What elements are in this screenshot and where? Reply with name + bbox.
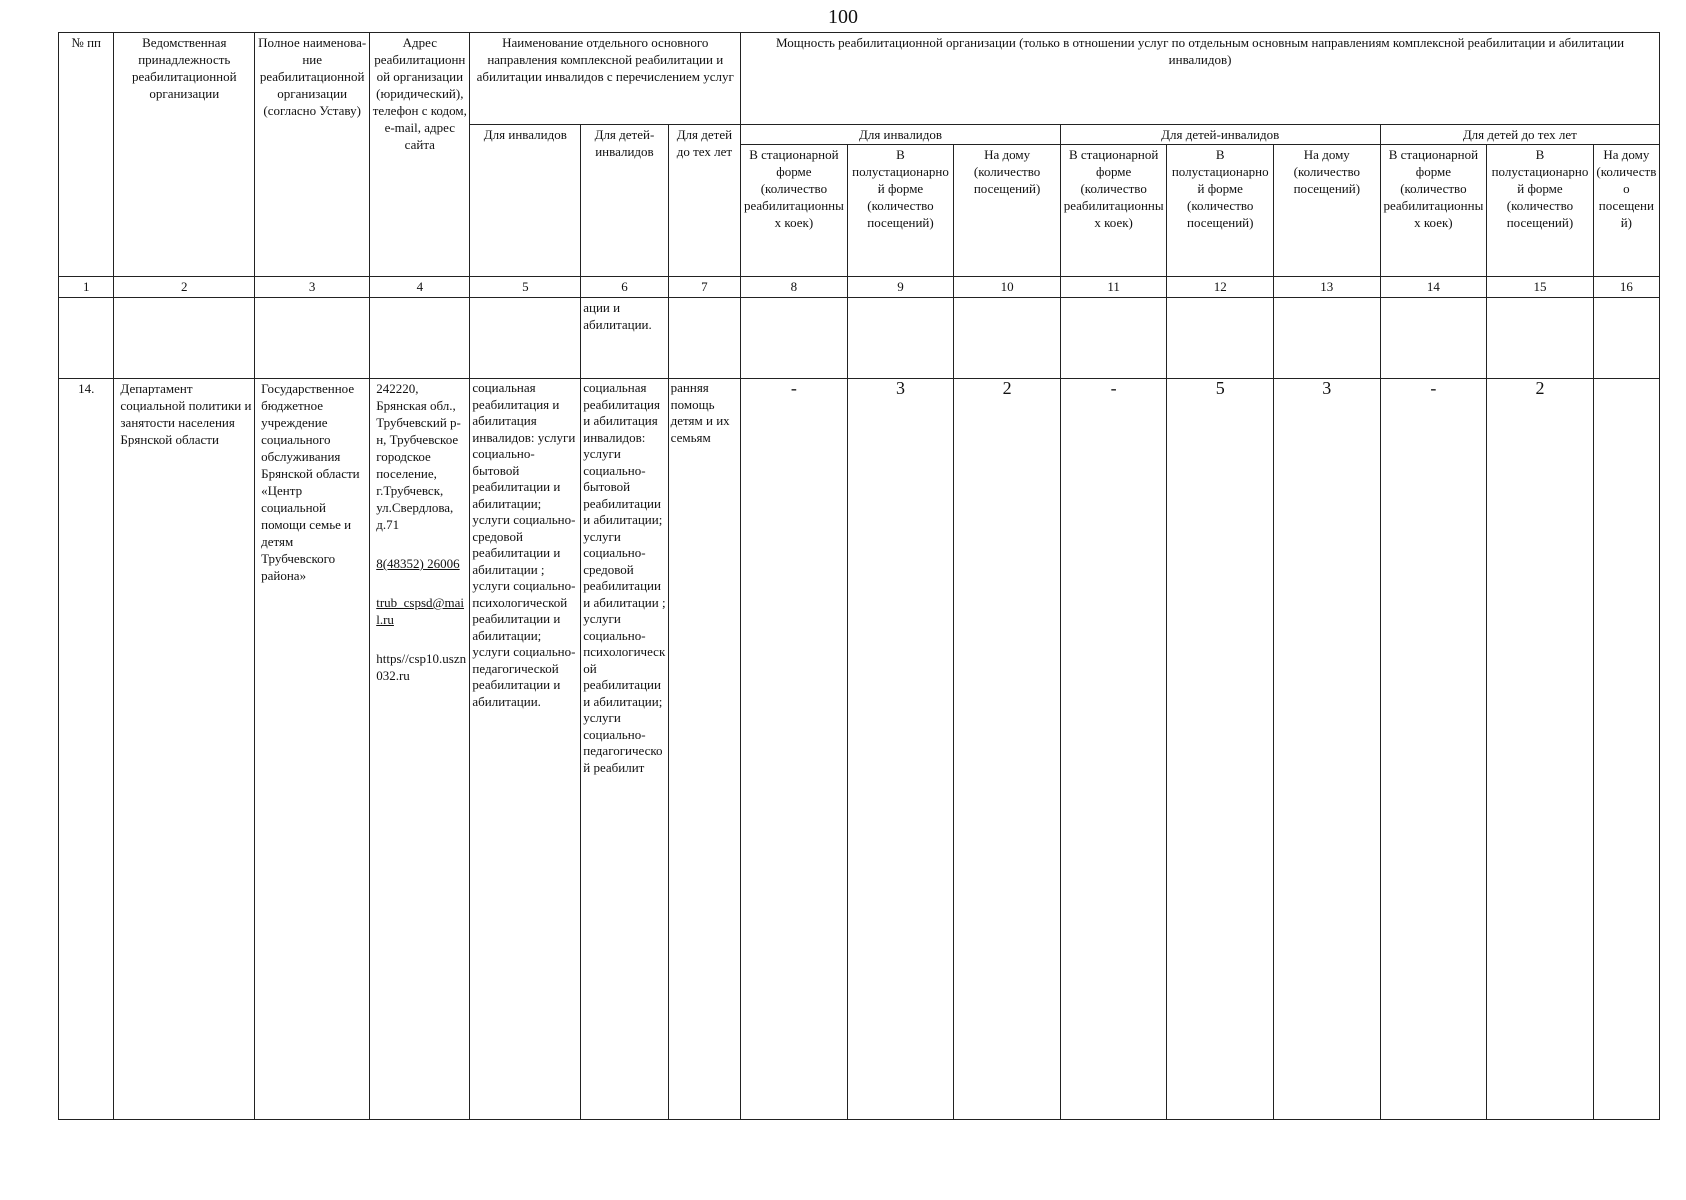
column-number: 1 bbox=[59, 277, 114, 298]
column-number: 10 bbox=[954, 277, 1061, 298]
header-col-org-name: Полное наименова-ние реабилитационной организации (согласно Уставу) bbox=[255, 33, 370, 277]
services-children-disabled-cell: социальная реабилитация и абилитация инвалидов: услуги социально-бытовой реабилитации и абилитации; услуги социально-средовой реабилитации и абилитации ; услуги социально-психологической реабилитации и абилитации; услуги социально-педагогической реабилит bbox=[581, 379, 668, 1120]
header-c16-at-home: На дому (количество посещений) bbox=[1593, 145, 1659, 277]
header-col5-disabled: Для инвалидов bbox=[470, 125, 581, 277]
column-number: 6 bbox=[581, 277, 668, 298]
column-number: 5 bbox=[470, 277, 581, 298]
page-number: 100 bbox=[828, 6, 858, 28]
header-col-number: № пп bbox=[59, 33, 114, 277]
column-number: 3 bbox=[255, 277, 370, 298]
email-link[interactable]: trub_cspsd@mail.ru bbox=[376, 595, 465, 627]
website-link[interactable]: https//csp10.uszn032.ru bbox=[376, 651, 467, 683]
column-number: 9 bbox=[847, 277, 954, 298]
column-number: 15 bbox=[1487, 277, 1594, 298]
table-row-14 bbox=[59, 379, 1660, 1120]
column-number: 16 bbox=[1593, 277, 1659, 298]
column-number: 11 bbox=[1060, 277, 1167, 298]
header-row-1 bbox=[59, 33, 1660, 125]
column-number: 13 bbox=[1274, 277, 1381, 298]
address-cell bbox=[370, 379, 470, 1120]
org-name-cell: Государственное бюджетное учреждение социального обслуживания Брянской области «Центр социальной помощи семье и детям Трубчевского района» bbox=[255, 379, 370, 1120]
header-sub-disabled: Для инвалидов bbox=[741, 125, 1061, 145]
header-col6-children-disabled: Для детей-инвалидов bbox=[581, 125, 668, 277]
value-c14: - bbox=[1380, 379, 1487, 1120]
continuation-row bbox=[59, 298, 1660, 379]
services-disabled-cell: социальная реабилитация и абилитация инвалидов: услуги социально-бытовой реабилитации и абилитации; услуги социально-средовой реабилитации и абилитации ; услуги социально-психологической реабилитации и абилитации; услуги социально-педагогической реабилитации и абилитации. bbox=[470, 379, 581, 1120]
header-col-department: Ведомственная принадлежность реабилитационной организации bbox=[114, 33, 255, 277]
value-c9: 3 bbox=[847, 379, 954, 1120]
department-cell: Департамент социальной политики и занятости населения Брянской области bbox=[114, 379, 255, 1120]
header-group-capacity: Мощность реабилитационной организации (только в отношении услуг по отдельным основным направлениям комплексной реабилитации и абилитации инвалидов) bbox=[741, 33, 1660, 125]
header-c12-semi-stationary: В полустационарной форме (количество посещений) bbox=[1167, 145, 1274, 277]
header-c14-stationary: В стационарной форме (количество реабилитационных коек) bbox=[1380, 145, 1487, 277]
row-number: 14. bbox=[59, 379, 114, 1120]
column-number: 2 bbox=[114, 277, 255, 298]
value-c11: - bbox=[1060, 379, 1167, 1120]
value-c8: - bbox=[741, 379, 848, 1120]
header-c10-at-home: На дому (количество посещений) bbox=[954, 145, 1061, 277]
header-c15-semi-stationary: В полустационарной форме (количество посещений) bbox=[1487, 145, 1594, 277]
header-c11-stationary: В стационарной форме (количество реабилитационных коек) bbox=[1060, 145, 1167, 277]
phone-text: 8(48352) 26006 bbox=[376, 556, 460, 571]
column-number: 8 bbox=[741, 277, 848, 298]
header-c8-stationary: В стационарной форме (количество реабилитационных коек) bbox=[741, 145, 848, 277]
services-children-3-cell: ранняя помощь детям и их семьям bbox=[668, 379, 740, 1120]
value-c10: 2 bbox=[954, 379, 1061, 1120]
header-group-services: Наименование отдельного основного направления комплексной реабилитации и абилитации инвалидов с перечислением услуг bbox=[470, 33, 741, 125]
header-c13-at-home: На дому (количество посещений) bbox=[1274, 145, 1381, 277]
value-c12: 5 bbox=[1167, 379, 1274, 1120]
header-sub-children-3: Для детей до тех лет bbox=[1380, 125, 1659, 145]
address-text: 242220, Брянская обл., Трубчевский р-н, Трубчевское городское поселение, г.Трубчевск, ул.Свердлова, д.71 bbox=[376, 381, 461, 532]
continuation-text: ации и абилитации. bbox=[581, 298, 668, 379]
header-col-address: Адрес реабилитационной организации (юридический), телефон с кодом, e-mail, адрес сайта bbox=[370, 33, 470, 277]
rehab-organizations-table bbox=[58, 32, 1660, 1120]
column-number: 7 bbox=[668, 277, 740, 298]
column-number-row bbox=[59, 277, 1660, 298]
column-number: 14 bbox=[1380, 277, 1487, 298]
column-number: 4 bbox=[370, 277, 470, 298]
header-col7-children-3: Для детей до тех лет bbox=[668, 125, 740, 277]
header-sub-children-disabled: Для детей-инвалидов bbox=[1060, 125, 1380, 145]
value-c16 bbox=[1593, 379, 1659, 1120]
header-c9-semi-stationary: В полустационарной форме (количество посещений) bbox=[847, 145, 954, 277]
value-c15: 2 bbox=[1487, 379, 1594, 1120]
value-c13: 3 bbox=[1274, 379, 1381, 1120]
column-number: 12 bbox=[1167, 277, 1274, 298]
